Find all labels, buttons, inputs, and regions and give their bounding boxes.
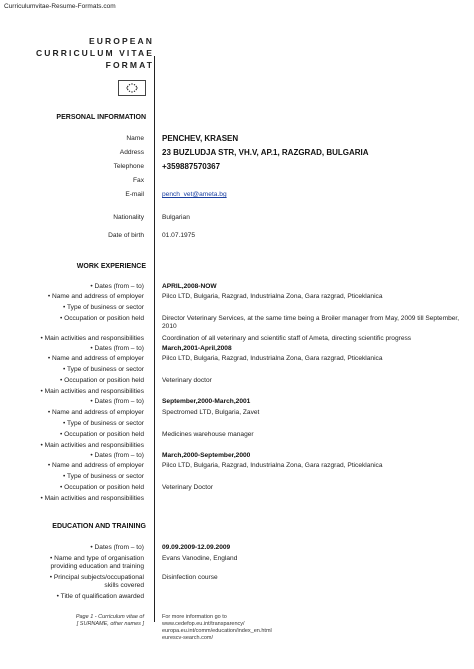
job1-business-label: • Type of business or sector (63, 304, 144, 311)
edu-org: Evans Vanodine, England (162, 555, 238, 562)
footer-link-3[interactable]: eurescv-search.com/ (162, 635, 214, 641)
email-link[interactable]: pench_vet@ameta.bg (162, 191, 227, 198)
job2-activities-label: • Main activities and responsibilities (40, 388, 144, 395)
job4-occupation: Veterinary Doctor (162, 484, 213, 491)
job1-occupation: Director Veterinary Services, at the same time being a Broiler manager from May, 2009 till September, 2010 (162, 315, 460, 330)
job2-dates-label: • Dates (from – to) (90, 345, 144, 352)
fax-label: Fax (133, 177, 144, 184)
section-education-training: EDUCATION AND TRAINING (52, 523, 146, 530)
job1-activities-label: • Main activities and responsibilities (40, 335, 144, 342)
edu-dates: 09.09.2009-12.09.2009 (162, 544, 231, 551)
job3-employer: Spectromed LTD, Bulgaria, Zavet (162, 409, 260, 416)
job1-dates: APRIL,2008-NOW (162, 283, 217, 290)
title-line-2: CURRICULUM VITAE (36, 48, 154, 58)
job1-activities: Coordination of all veterinary and scientific staff of Ameta, directing scientific progress (162, 335, 412, 342)
footer-info-line-1: For more information go to (162, 614, 227, 620)
site-header: Curriculumvitae-Resume-Formats.com (4, 3, 116, 10)
telephone-value: +359887570367 (162, 162, 221, 171)
job3-employer-label: • Name and address of employer (47, 409, 144, 416)
footer-name-placeholder: [ SURNAME, other names ] (76, 621, 144, 627)
name-value: PENCHEV, KRASEN (162, 134, 239, 143)
edu-qualification-label: • Title of qualification awarded (56, 593, 144, 600)
job2-occupation-label: • Occupation or position held (59, 377, 144, 384)
address-label: Address (119, 149, 144, 156)
vertical-divider (154, 56, 155, 622)
job4-employer: Pilco LTD, Bulgaria, Razgrad, Industrialna Zona, Gara razgrad, Pticeklanica (162, 462, 383, 469)
edu-dates-label: • Dates (from – to) (90, 544, 144, 551)
title-line-1: EUROPEAN (89, 36, 154, 46)
job2-employer: Pilco LTD, Bulgaria, Razgrad, Industrialna Zona, Gara razgrad, Pticeklanica (162, 355, 383, 362)
section-personal-information: PERSONAL INFORMATION (56, 114, 146, 121)
edu-org-label-2: providing education and training (50, 563, 144, 570)
job4-employer-label: • Name and address of employer (47, 462, 144, 469)
nationality-value: Bulgarian (162, 214, 190, 221)
job3-occupation: Medicines warehouse manager (162, 431, 254, 438)
address-value: 23 BUZLUDJA STR, VH.V, AP.1, RAZGRAD, BULGARIA (162, 148, 369, 157)
footer-link-1[interactable]: www.cedefop.eu.int/transparency/ (162, 621, 245, 627)
edu-subjects: Disinfection course (162, 574, 218, 581)
job1-employer: Pilco LTD, Bulgaria, Razgrad, Industrialna Zona, Gara razgrad, Pticeklanica (162, 293, 383, 300)
edu-subjects-label-2: skills covered (104, 582, 144, 589)
job4-dates-label: • Dates (from – to) (90, 452, 144, 459)
job4-activities-label: • Main activities and responsibilities (40, 495, 144, 502)
job2-business-label: • Type of business or sector (63, 366, 144, 373)
job4-business-label: • Type of business or sector (63, 473, 144, 480)
footer-page-label: Page 1 - Curriculum vitae of (75, 614, 144, 620)
email-label: E-mail (125, 191, 144, 198)
job2-employer-label: • Name and address of employer (47, 355, 144, 362)
telephone-label: Telephone (113, 163, 144, 170)
dob-label: Date of birth (108, 232, 144, 239)
job4-dates: March,2000-September,2000 (162, 452, 251, 459)
name-label: Name (126, 135, 144, 142)
edu-org-label-1: • Name and type of organisation (50, 555, 144, 562)
nationality-label: Nationality (113, 214, 144, 221)
job1-dates-label: • Dates (from – to) (90, 283, 144, 290)
footer-link-2[interactable]: europa.eu.int/comm/education/index_en.html (162, 628, 272, 634)
eu-flag-icon (118, 80, 146, 96)
dob-value: 01.07.1975 (162, 232, 196, 239)
job2-occupation: Veterinary doctor (162, 377, 212, 384)
job3-dates: September,2000-March,2001 (162, 398, 251, 405)
job3-dates-label: • Dates (from – to) (90, 398, 144, 405)
edu-subjects-label-1: • Principal subjects/occupational (49, 574, 144, 581)
job3-occupation-label: • Occupation or position held (59, 431, 144, 438)
job3-activities-label: • Main activities and responsibilities (40, 442, 144, 449)
section-work-experience: WORK EXPERIENCE (76, 263, 146, 270)
job3-business-label: • Type of business or sector (63, 420, 144, 427)
job1-employer-label: • Name and address of employer (47, 293, 144, 300)
job1-occupation-label: • Occupation or position held (59, 315, 144, 322)
job2-dates: March,2001-April,2008 (162, 345, 232, 352)
title-line-3: FORMAT (105, 60, 154, 70)
job4-occupation-label: • Occupation or position held (59, 484, 144, 491)
